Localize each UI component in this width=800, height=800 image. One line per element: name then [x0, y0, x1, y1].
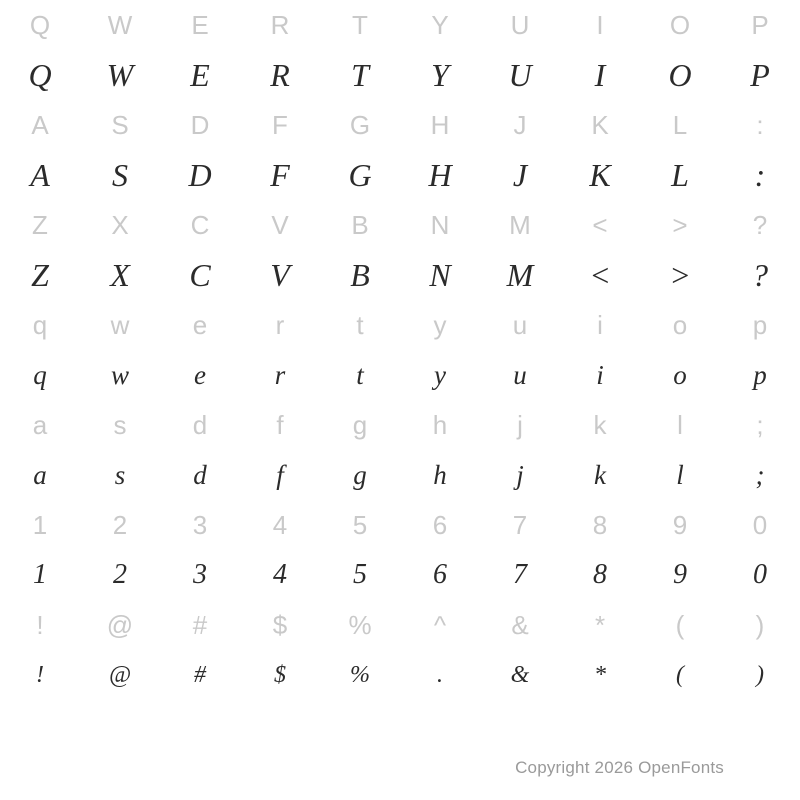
key-char-cell: E	[191, 10, 209, 40]
glyph-char-cell: F	[270, 157, 290, 193]
key-char-cell: &	[511, 610, 529, 640]
glyph-char-cell: #	[194, 662, 206, 688]
key-char-cell: 0	[752, 510, 768, 540]
glyph-char-cell: 6	[433, 559, 447, 590]
glyph-char-cell: f	[276, 459, 284, 490]
key-char-cell: #	[192, 610, 208, 640]
key-char-cell: H	[430, 110, 450, 140]
key-char-cell: e	[192, 310, 208, 340]
key-char-cell: D	[190, 110, 210, 140]
key-char-cell: ^	[433, 610, 447, 640]
glyph-char-cell: i	[596, 359, 604, 390]
key-char-cell: u	[512, 310, 528, 340]
glyph-char-cell: o	[673, 359, 687, 390]
glyph-char-cell: *	[594, 662, 606, 688]
glyph-char-cell: l	[676, 459, 684, 490]
key-char-cell: G	[349, 110, 371, 140]
glyph-char-cell: 4	[273, 559, 287, 590]
key-char-cell: 7	[512, 510, 528, 540]
glyph-char-cell: d	[193, 459, 207, 490]
key-char-cell: 3	[192, 510, 208, 540]
key-char-cell: p	[752, 310, 768, 340]
key-char-cell: S	[111, 110, 129, 140]
glyph-char-cell: u	[513, 359, 527, 390]
key-char-cell: N	[430, 210, 450, 240]
key-char-cell: !	[36, 610, 44, 640]
glyph-char-cell: h	[433, 459, 447, 490]
glyph-char-cell: j	[516, 459, 524, 490]
glyph-char-cell: a	[33, 459, 47, 490]
key-char-cell: W	[107, 10, 133, 40]
glyph-char-cell: g	[353, 459, 367, 490]
glyph-char-cell: B	[350, 257, 370, 293]
key-char-cell: T	[352, 10, 368, 40]
key-char-cell: 6	[432, 510, 448, 540]
key-char-cell: $	[272, 610, 288, 640]
key-char-cell: i	[597, 310, 603, 340]
key-char-cell: Z	[32, 210, 48, 240]
glyph-char-cell: U	[508, 57, 532, 93]
glyph-char-cell: 8	[593, 559, 607, 590]
glyph-char-cell: ;	[755, 459, 765, 490]
glyph-char-cell: k	[594, 459, 606, 490]
key-char-cell: s	[113, 410, 127, 440]
glyph-char-cell: t	[356, 359, 364, 390]
glyph-char-cell: y	[434, 359, 446, 390]
glyph-char-cell: J	[512, 157, 528, 193]
key-char-cell: r	[275, 310, 285, 340]
key-char-cell: M	[509, 210, 531, 240]
key-char-cell: 9	[672, 510, 688, 540]
glyph-char-cell: T	[351, 57, 369, 93]
glyph-char-cell: L	[671, 157, 689, 193]
key-char-cell: O	[669, 10, 691, 40]
glyph-char-cell: Y	[431, 57, 449, 93]
key-char-cell: 4	[272, 510, 288, 540]
glyph-char-cell: C	[189, 257, 211, 293]
glyph-char-cell: I	[594, 57, 606, 93]
key-char-cell: ;	[756, 410, 764, 440]
key-char-cell: ?	[752, 210, 768, 240]
key-char-cell: l	[677, 410, 683, 440]
key-char-cell: t	[356, 310, 364, 340]
key-char-cell: )	[755, 610, 765, 640]
glyph-char-cell: Z	[31, 257, 49, 293]
glyph-char-cell: .	[437, 662, 443, 688]
glyph-char-cell: M	[506, 257, 534, 293]
glyph-char-cell: W	[106, 57, 134, 93]
glyph-char-cell: O	[668, 57, 692, 93]
key-char-cell: *	[594, 610, 606, 640]
key-char-cell: B	[351, 210, 369, 240]
glyph-char-cell: r	[274, 359, 286, 390]
glyph-char-cell: $	[274, 662, 286, 688]
copyright-notice: Copyright 2026 OpenFonts	[515, 758, 724, 777]
key-char-cell: P	[751, 10, 769, 40]
key-char-cell: 8	[592, 510, 608, 540]
glyph-char-cell: 5	[353, 559, 367, 590]
key-char-cell: J	[513, 110, 527, 140]
key-char-cell: o	[672, 310, 688, 340]
glyph-char-cell: 1	[33, 559, 47, 590]
glyph-char-cell: D	[188, 157, 212, 193]
key-char-cell: C	[190, 210, 210, 240]
glyph-char-cell: G	[348, 157, 372, 193]
key-char-cell: h	[432, 410, 448, 440]
glyph-char-cell: V	[270, 257, 290, 293]
key-char-cell: q	[32, 310, 48, 340]
glyph-char-cell: X	[110, 257, 130, 293]
glyph-char-cell: P	[750, 57, 770, 93]
key-char-cell: >	[672, 210, 688, 240]
key-char-cell: y	[433, 310, 447, 340]
key-char-cell: g	[352, 410, 368, 440]
key-char-cell: a	[32, 410, 48, 440]
key-char-cell: @	[106, 610, 134, 640]
key-char-cell: d	[192, 410, 208, 440]
glyph-char-cell: s	[114, 459, 126, 490]
key-char-cell: (	[675, 610, 685, 640]
key-char-cell: L	[672, 110, 688, 140]
key-char-cell: 1	[32, 510, 48, 540]
glyph-char-cell: 9	[673, 559, 687, 590]
key-char-cell: %	[348, 610, 372, 640]
key-char-cell: Q	[29, 10, 51, 40]
key-char-cell: 2	[112, 510, 128, 540]
key-char-cell: I	[596, 10, 604, 40]
glyph-char-cell: R	[270, 57, 290, 93]
glyph-char-cell: <	[589, 257, 611, 293]
glyph-char-cell: K	[589, 157, 611, 193]
glyph-char-cell: %	[350, 662, 370, 688]
key-char-cell: :	[756, 110, 764, 140]
glyph-char-cell: :	[754, 157, 766, 193]
glyph-char-cell: )	[756, 662, 764, 688]
key-char-cell: 5	[352, 510, 368, 540]
glyph-char-cell: &	[510, 662, 530, 688]
key-char-cell: X	[111, 210, 129, 240]
glyph-char-cell: w	[110, 359, 129, 390]
key-char-cell: R	[270, 10, 290, 40]
glyph-char-cell: E	[190, 57, 210, 93]
glyph-char-cell: Q	[28, 57, 52, 93]
key-char-cell: <	[592, 210, 608, 240]
key-char-cell: K	[591, 110, 609, 140]
glyph-char-cell: N	[429, 257, 451, 293]
glyph-char-cell: >	[669, 257, 691, 293]
glyph-char-cell: 3	[193, 559, 207, 590]
glyph-char-cell: 0	[753, 559, 767, 590]
key-char-cell: k	[593, 410, 607, 440]
glyph-char-cell: e	[194, 359, 206, 390]
key-char-cell: U	[510, 10, 530, 40]
key-char-cell: w	[110, 310, 130, 340]
glyph-char-cell: 2	[113, 559, 127, 590]
key-char-cell: A	[31, 110, 49, 140]
glyph-char-cell: ?	[752, 257, 768, 293]
key-char-cell: F	[272, 110, 288, 140]
key-char-cell: f	[276, 410, 284, 440]
glyph-char-cell: H	[428, 157, 452, 193]
key-char-cell: j	[517, 410, 523, 440]
glyph-char-cell: @	[108, 662, 132, 688]
key-char-cell: Y	[431, 10, 449, 40]
glyph-char-cell: !	[36, 662, 44, 688]
glyph-char-cell: (	[676, 662, 684, 688]
glyph-char-cell: p	[753, 359, 767, 390]
glyph-char-cell: A	[30, 157, 50, 193]
glyph-char-cell: q	[33, 359, 47, 390]
glyph-char-cell: 7	[513, 559, 527, 590]
glyph-char-cell: S	[112, 157, 128, 193]
key-char-cell: V	[271, 210, 289, 240]
